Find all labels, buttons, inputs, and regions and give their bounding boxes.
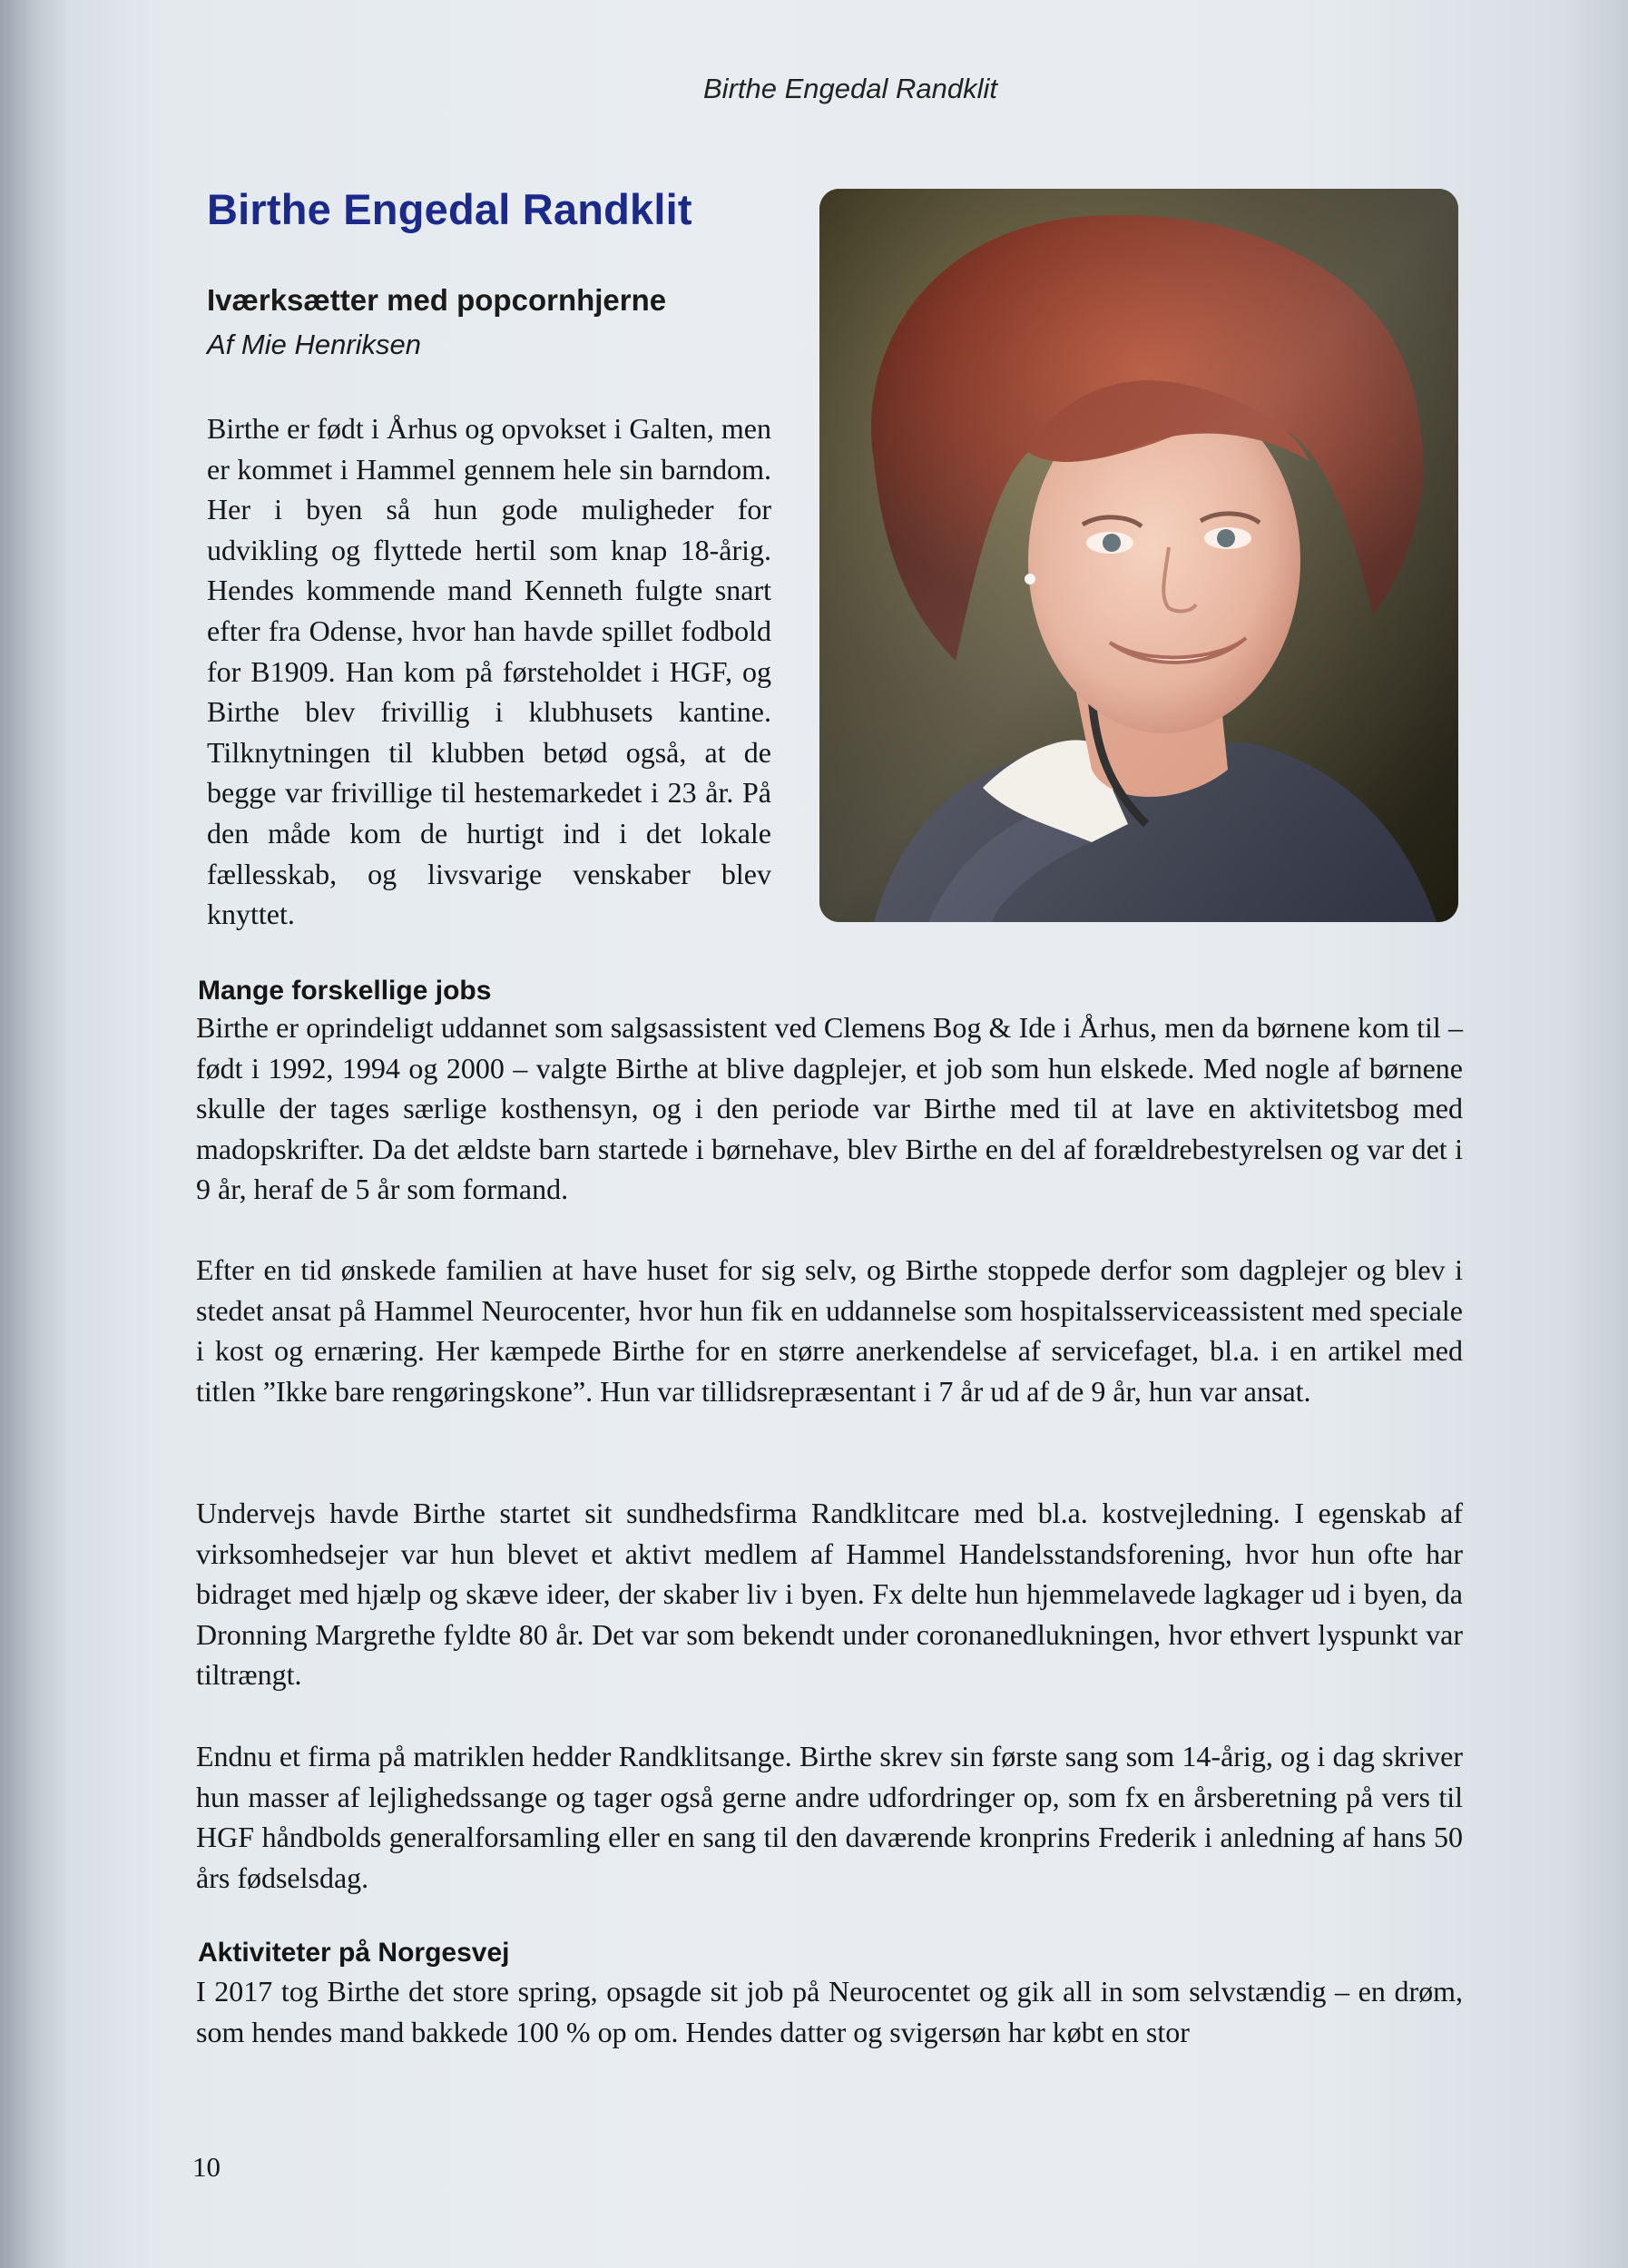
article-title: Birthe Engedal Randklit: [207, 185, 692, 233]
paragraph-jobs-2: Efter en tid ønskede familien at have huset for sig selv, og Birthe stoppede derfor som dagplejer og blev i stedet ansat på Hammel Neurocenter, hvor hun fik en uddannelse som hospitalsserviceassistent med speciale i kost og ernæring. Her kæmpede Birthe for en større anerkendelse af servicefaget, bl.a. i en artikel med titlen ”Ikke bare rengøringskone”. Hun var tillidsrepræsentant i 7 år ud af de 9 år, hun var ansat.: [196, 1253, 1463, 1408]
intro-paragraph: Birthe er født i Århus og opvokset i Galten, men er kommet i Hammel gennem hele sin barndom. Her i byen så hun gode muligheder for udvikling og flyttede hertil som knap 18-årig. Hendes kommende mand Kenneth fulgte snart efter fra Odense, hvor han havde spillet fodbold for B1909. Han kom på førsteholdet i HGF, og Birthe blev frivillig i klubhusets kantine. Tilknytningen til klubben betød også, at de begge var frivillige til hestemarkedet i 23 år. På den måde kom de hurtigt ind i det lokale fællesskab, og livsvarige venskaber blev knyttet.: [207, 412, 771, 931]
running-header: Birthe Engedal Randklit: [703, 73, 997, 104]
page-number: 10: [192, 2151, 221, 2183]
paragraph-jobs-3: Undervejs havde Birthe startet sit sundhedsfirma Randklitcare med bl.a. kostvejledning. I egenskab af virksomhedsejer var hun blevet et aktivt medlem af Hammel Handelsstandsforening, hvor hun ofte har bidraget med hjælp og skæve ideer, der skaber liv i byen. Fx delte hun hjemmelavede lagkager ud i byen, da Dronning Margrethe fyldte 80 år. Det var som bekendt under coronanedlukningen, hvor ethvert lyspunkt var tiltrængt.: [196, 1497, 1463, 1692]
section-heading-jobs: Mange forskellige jobs: [198, 976, 492, 1006]
article-subtitle: Iværksætter med popcornhjerne: [207, 283, 667, 317]
book-spine: [0, 0, 65, 2268]
article-byline: Af Mie Henriksen: [207, 329, 422, 360]
portrait-photo: [819, 189, 1458, 922]
paragraph-jobs-1: Birthe er oprindeligt uddannet som salgsassistent ved Clemens Bog & Ide i Århus, men da børnene kom til – født i 1992, 1994 og 2000 – valgte Birthe at blive dagplejer, et job som hun elskede. Med nogle af børnene skulle der tages særlige kosthensyn, og i den periode var Birthe med til at lave en aktivitetsbog med madopskrifter. Da det ældste barn startede i børnehave, blev Birthe en del af forældrebestyrelsen og var det i 9 år, heraf de 5 år som formand.: [196, 1011, 1463, 1206]
paragraph-norgesvej-1: I 2017 tog Birthe det store spring, opsagde sit job på Neurocentet og gik all in som selvstændig – en drøm, som hendes mand bakkede 100 % op om. Hendes datter og svigersøn har købt en stor: [196, 1975, 1463, 2048]
section-heading-norgesvej: Aktiviteter på Norgesvej: [198, 1938, 510, 1968]
paragraph-jobs-4: Endnu et firma på matriklen hedder Randklitsange. Birthe skrev sin første sang som 14-årig, og i dag skriver hun masser af lejlighedssange og tager også gerne andre udfordringer op, som fx en årsberetning på vers til HGF håndbolds generalforsamling eller en sang til den daværende kronprins Frederik i anledning af hans 50 års fødselsdag.: [196, 1740, 1463, 1894]
portrait-illustration: [819, 189, 1458, 922]
